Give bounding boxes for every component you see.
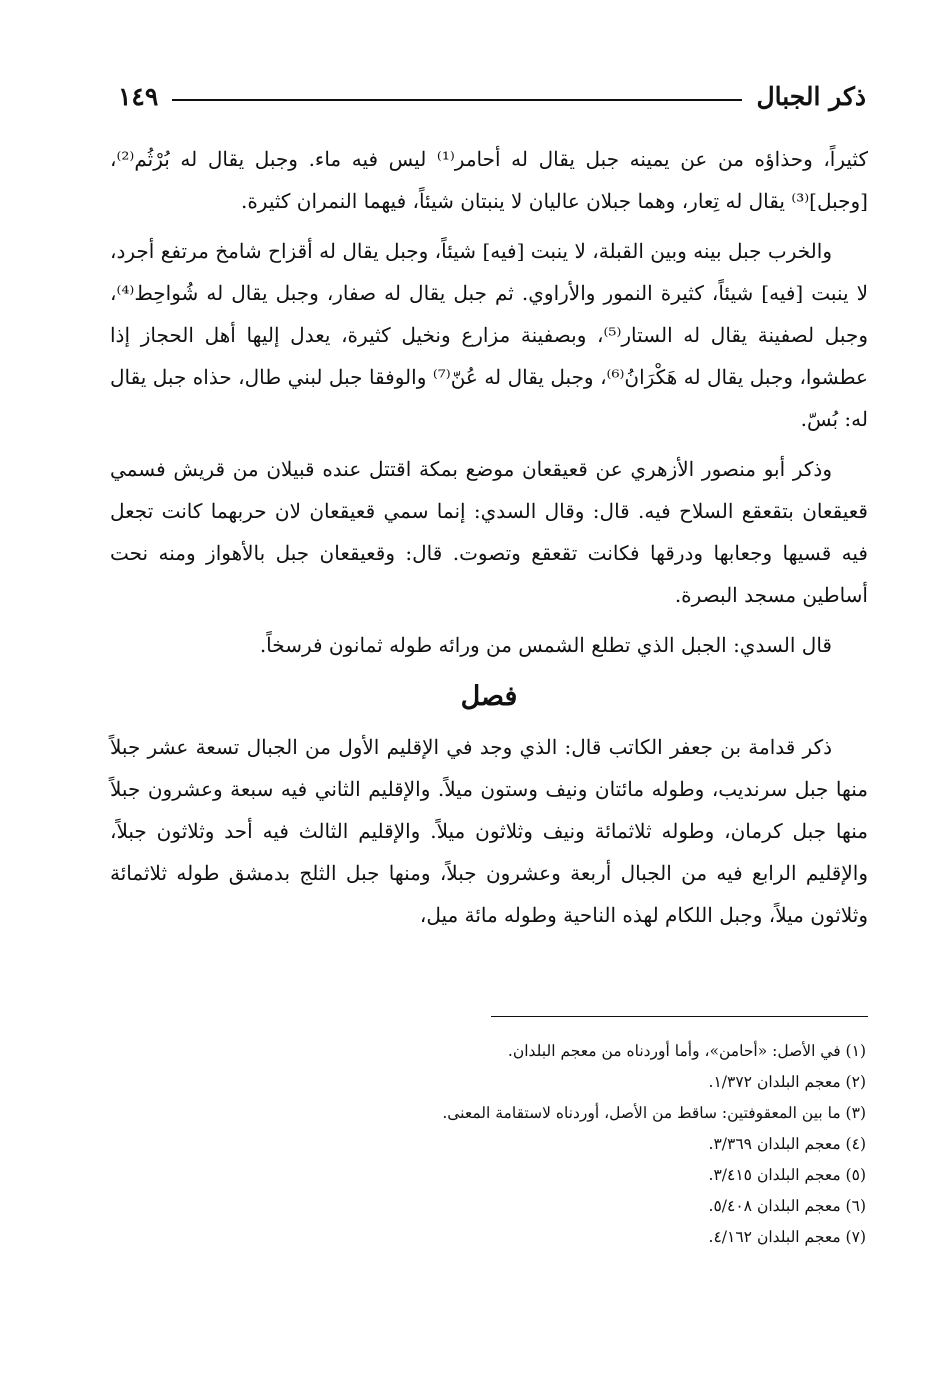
running-header (118, 76, 866, 116)
paragraph-2: والخرب جبل بينه وبين القبلة، لا ينبت [فيه] شيئاً، وجبل يقال له أقزاح شامخ مرتفع أجرد، لا ينبت [فيه] شيئاً، كثيرة النمور والأراوي. ثم جبل يقال له صفار، وجبل يقال له شُواحِط⁽⁴⁾، وجبل لصفينة يقال له الستار⁽⁵⁾، وبصفينة مزارع ونخيل كثيرة، يعدل إليها أهل الحجاز إذا عطشوا، وجبل يقال له هَكْرَانُ⁽⁶⁾، وجبل يقال له عُنّ⁽⁷⁾ والوفقا جبل لبني طال، حذاه جبل يقال له: بُسّ. (110, 239, 868, 431)
section-paragraph: ذكر قدامة بن جعفر الكاتب قال: الذي وجد في الإقليم الأول من الجبال تسعة عشر جبلاً منها جبل سرنديب، وطوله مائتان ونيف وستون ميلاً. والإقليم الثاني فيه سبعة وعشرون جبلاً منها جبل كرمان، وطوله ثلاثمائة ونيف وثلاثون ميلاً. والإقليم الثالث فيه أحد وثلاثون جبلاً، والإقليم الرابع فيه من الجبال أربعة وعشرون جبلاً، ومنها جبل الثلج بدمشق طوله ثلاثمائة وثلاثون ميلاً، وجبل اللكام لهذه الناحية وطوله مائة ميل، (110, 735, 868, 927)
footnote-separator (491, 1016, 868, 1017)
page-number: ١٤٩ (118, 81, 159, 111)
footnote-6: (٦) معجم البلدان ٥/٤٠٨. (708, 1197, 866, 1215)
chapter-title: ذكر الجبال (756, 81, 866, 111)
paragraph-4: قال السدي: الجبل الذي تطلع الشمس من ورائه طوله ثمانون فرسخاً. (259, 633, 832, 657)
footnotes (300, 1036, 866, 1253)
footnote-3: (٣) ما بين المعقوفتين: ساقط من الأصل، أوردناه لاستقامة المعنى. (442, 1104, 866, 1122)
section-heading: فصل (460, 681, 518, 712)
footnote-5: (٥) معجم البلدان ٣/٤١٥. (708, 1166, 866, 1184)
footnote-1: (١) في الأصل: «أحامن»، وأما أوردناه من معجم البلدان. (507, 1042, 866, 1060)
header-rule (172, 99, 742, 101)
paragraph-3: وذكر أبو منصور الأزهري عن قعيقعان موضع بمكة اقتتل عنده قبيلان من قريش فسمي قعيقعان بتقعقع السلاح فيه. قال: وقال السدي: إنما سمي قعيقعان لان حربهما كانت تجعل فيه قسيها وجعابها ودرقها فكانت تقعقع وتصوت. قال: وقعيقعان جبل بالأهواز ومنه نحت أساطين مسجد البصرة. (110, 457, 868, 607)
footnote-4: (٤) معجم البلدان ٣/٣٦٩. (708, 1135, 866, 1153)
main-text (110, 138, 868, 944)
footnote-7: (٧) معجم البلدان ٤/١٦٢. (708, 1228, 866, 1246)
paragraph-1: كثيراً، وحذاؤه من عن يمينه جبل يقال له أحامر⁽¹⁾ ليس فيه ماء. وجبل يقال له بُرْثُم⁽²⁾، [وجبل]⁽³⁾ يقال له تِعار، وهما جبلان عاليان لا ينبتان شيئاً، فيهما النمران كثيرة. (110, 147, 868, 213)
footnote-2: (٢) معجم البلدان ١/٣٧٢. (708, 1073, 866, 1091)
